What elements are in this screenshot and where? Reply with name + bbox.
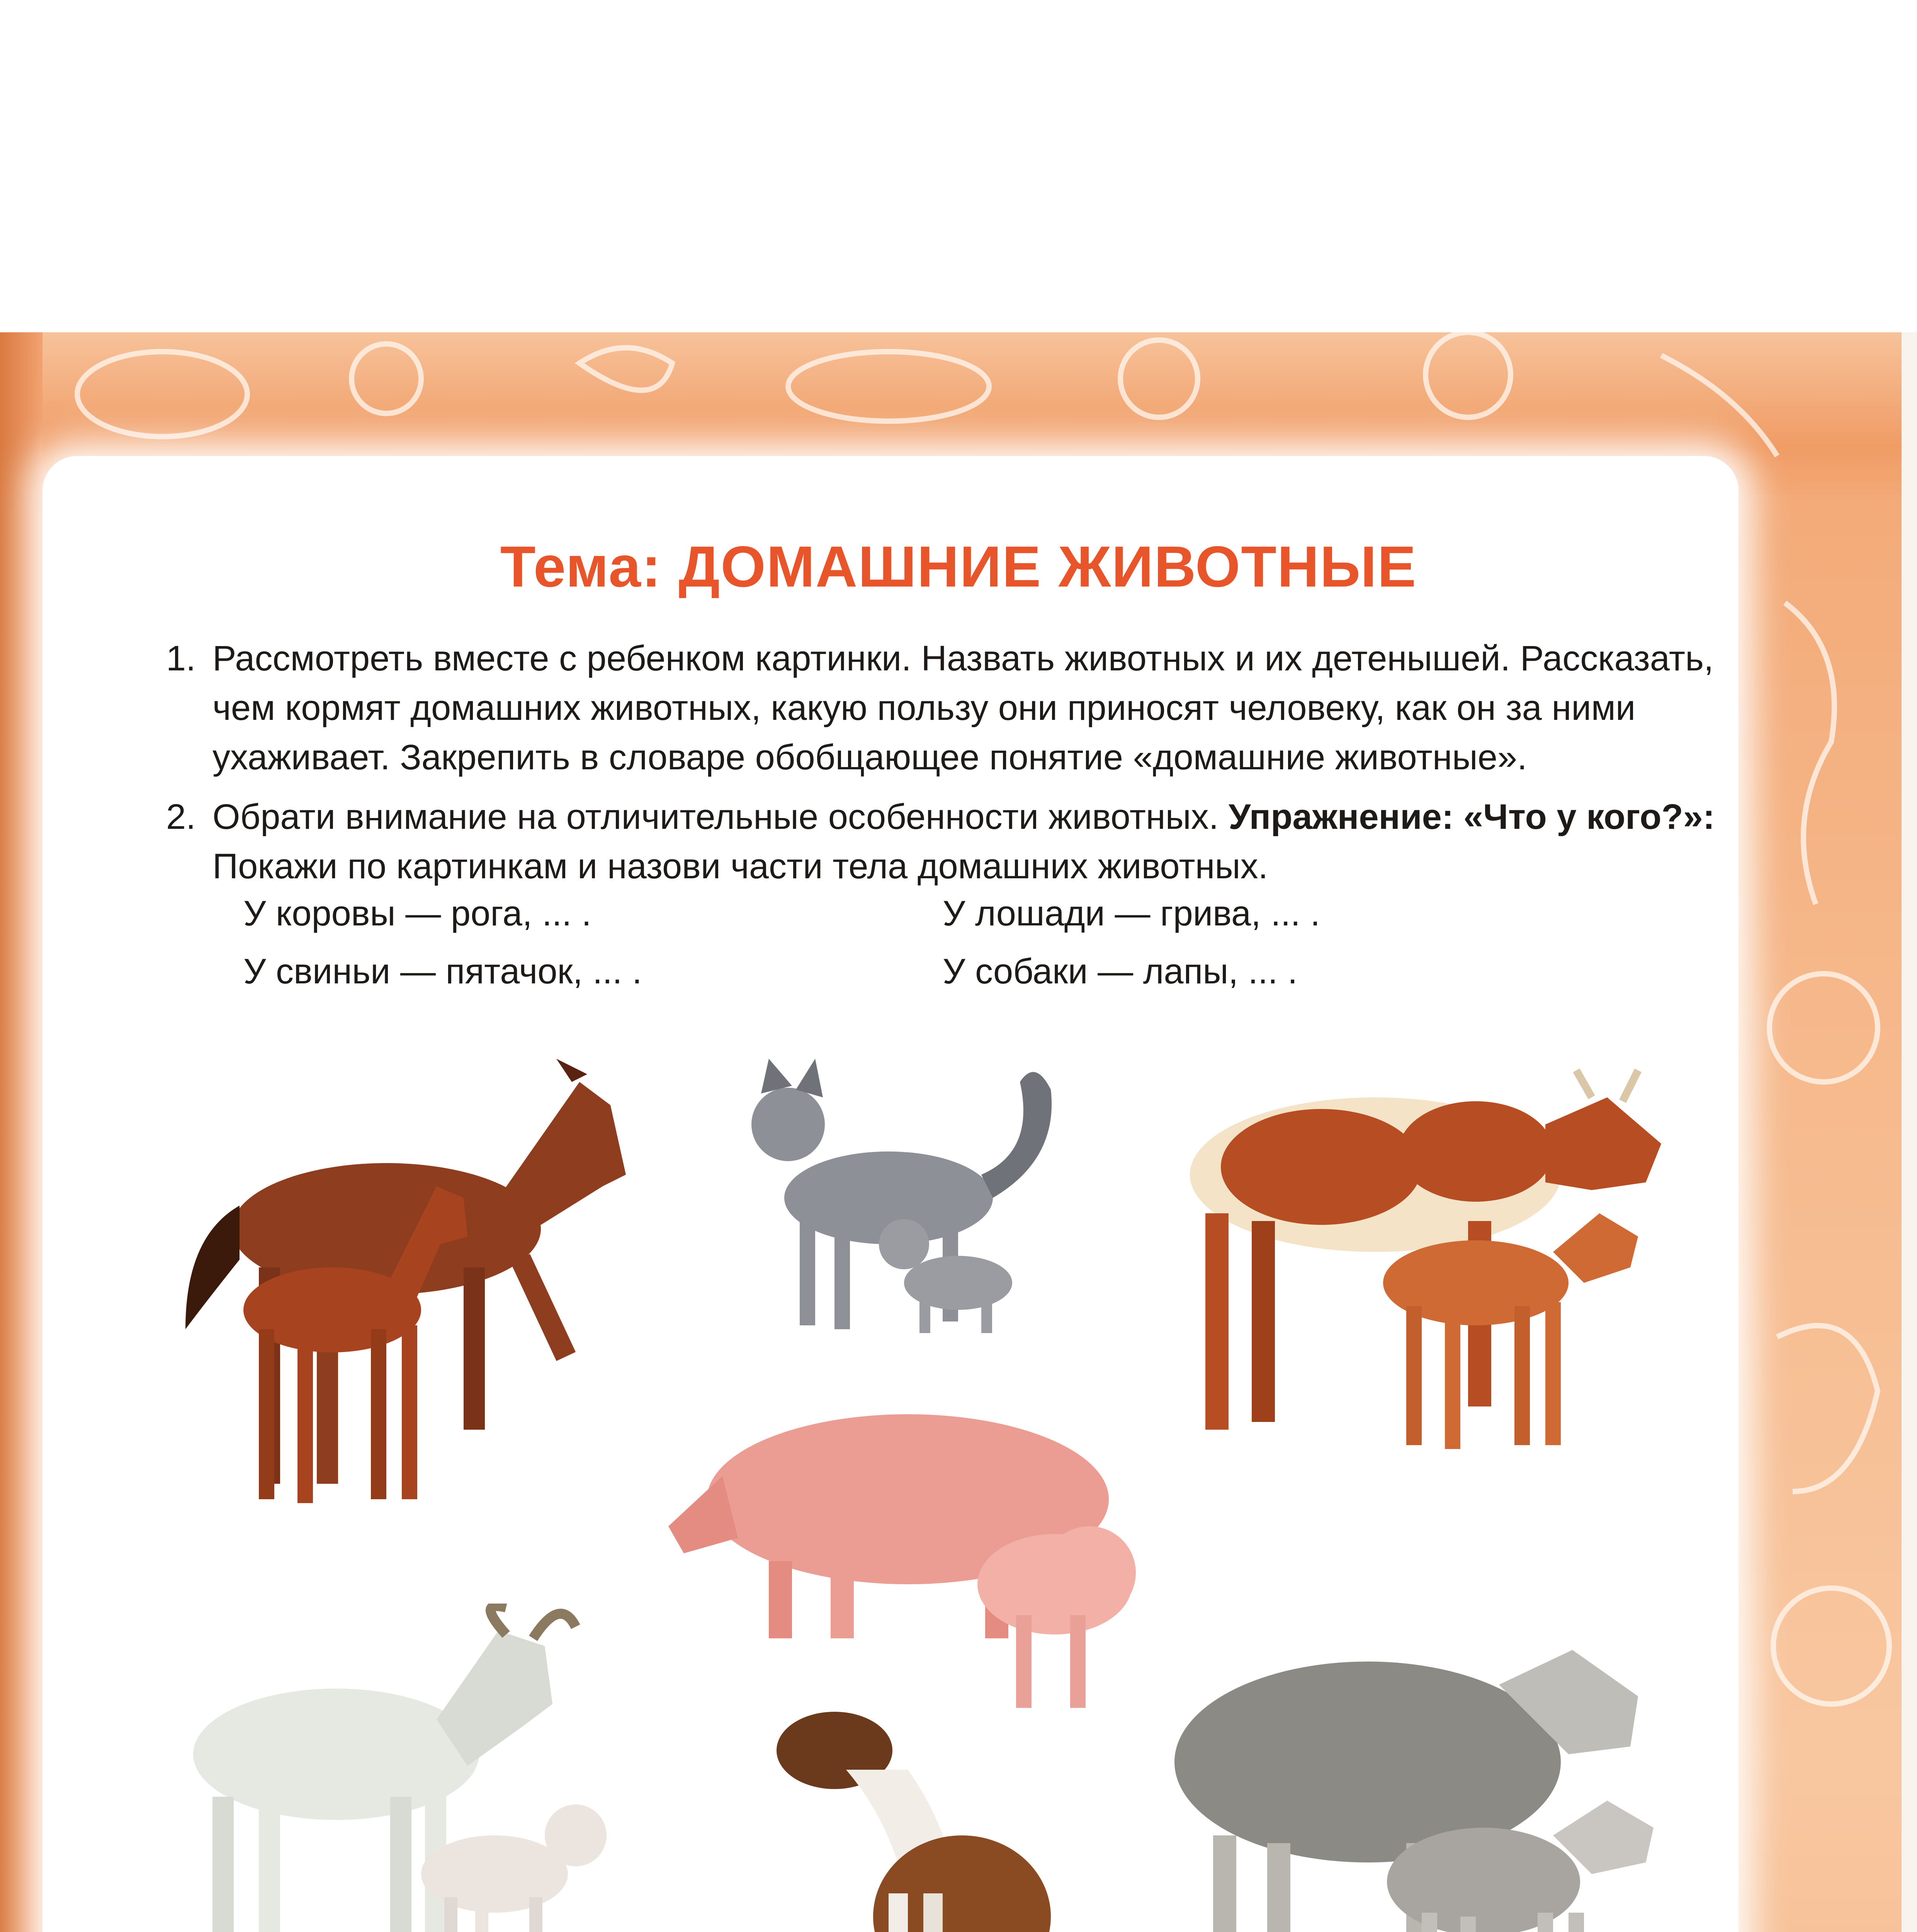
example-pig: У свиньи — пятачок, ... .	[243, 952, 642, 991]
item-1-line: чем кормят домашних животных, какую пользу они приносят человеку, как он за ними	[212, 688, 1636, 728]
item-1-number: 1.	[166, 639, 196, 678]
pig-icon	[668, 1399, 1147, 1716]
sheep-icon	[1167, 1634, 1677, 1932]
item-2-text: Обрати внимание на отличительные особенности животных.	[212, 797, 1229, 837]
dog-icon	[746, 1708, 1117, 1932]
item-2-line-1	[212, 792, 1719, 842]
cat-icon	[742, 1059, 1066, 1337]
page-title: Тема: ДОМАШНИЕ ЖИВОТНЫЕ	[500, 534, 1417, 599]
goat-icon	[174, 1604, 637, 1932]
example-horse: У лошади — грива, ... .	[943, 894, 1320, 933]
item-1	[166, 634, 1719, 782]
item-2-line-2: Покажи по картинкам и назови части тела домашних животных.	[212, 847, 1268, 886]
horse-icon	[170, 1059, 649, 1515]
item-2	[166, 792, 1719, 891]
example-cow: У коровы — рога, ... .	[243, 894, 591, 933]
cow-icon	[1174, 1066, 1677, 1453]
example-dog: У собаки — лапы, ... .	[943, 952, 1298, 991]
item-2-number: 2.	[166, 797, 196, 837]
item-2-exercise-title: Упражнение: «Что у кого?»:	[1228, 797, 1715, 837]
item-1-line: Рассмотреть вместе с ребенком картинки. Назвать животных и их детенышей. Рассказать,	[212, 639, 1714, 678]
item-1-line: ухаживает. Закрепить в словаре обобщающее понятие «домашние животные».	[212, 738, 1527, 777]
